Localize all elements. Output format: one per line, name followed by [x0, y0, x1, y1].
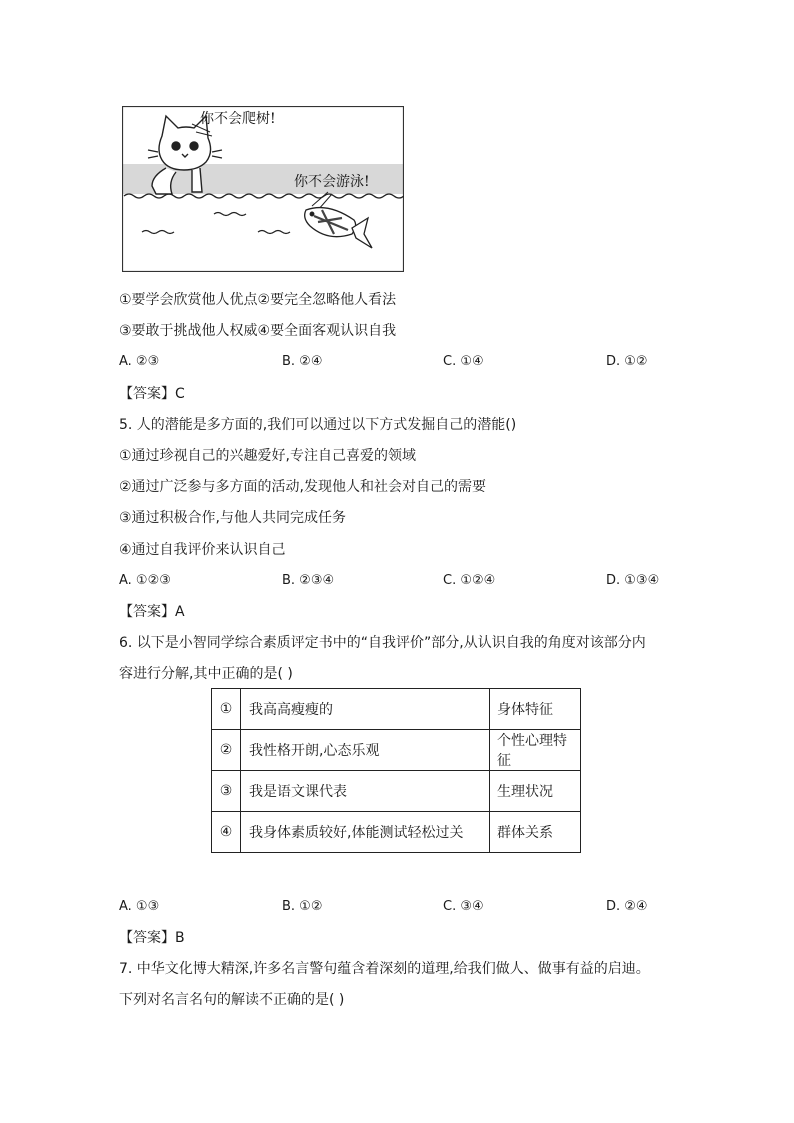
- q4-statement-line-2: ③要敢于挑战他人权威④要全面客观认识自我: [119, 323, 397, 339]
- q4-option-a: A. ②③: [119, 354, 160, 369]
- cat-fish-illustration: [122, 106, 404, 272]
- table-cell-category: 群体关系: [490, 812, 581, 853]
- q6-stem-line-2: 容进行分解,其中正确的是( ): [119, 666, 293, 682]
- table-cell-statement: 我身体素质较好,体能测试轻松过关: [241, 812, 490, 853]
- table-cell-statement: 我是语文课代表: [241, 771, 490, 812]
- table-cell-number: ②: [212, 730, 241, 771]
- q5-stem: 5. 人的潜能是多方面的,我们可以通过以下方式发掘自己的潜能(): [119, 417, 517, 433]
- q5-item-4: ④通过自我评价来认识自己: [119, 542, 286, 558]
- table-cell-statement: 我高高瘦瘦的: [241, 689, 490, 730]
- table-cell-category: 生理状况: [490, 771, 581, 812]
- q6-self-evaluation-table: [211, 688, 581, 853]
- table-cell-category: 个性心理特征: [490, 730, 581, 771]
- q5-item-2: ②通过广泛参与多方面的活动,发现他人和社会对自己的需要: [119, 479, 486, 495]
- q5-option-d: D. ①③④: [606, 573, 660, 588]
- q5-item-3: ③通过积极合作,与他人共同完成任务: [119, 510, 347, 526]
- q7-stem-line-1: 7. 中华文化博大精深,许多名言警句蕴含着深刻的道理,给我们做人、做事有益的启迪。: [119, 961, 650, 977]
- q5-item-1: ①通过珍视自己的兴趣爱好,专注自己喜爱的领域: [119, 448, 416, 464]
- q4-option-c: C. ①④: [443, 354, 484, 369]
- q4-answer: 【答案】C: [119, 386, 185, 402]
- table-row: [212, 689, 581, 730]
- table-cell-number: ③: [212, 771, 241, 812]
- table-row: [212, 771, 581, 812]
- q5-answer: 【答案】A: [119, 604, 185, 620]
- table-cell-number: ④: [212, 812, 241, 853]
- q4-option-b: B. ②④: [282, 354, 323, 369]
- q4-statement-line-1: ①要学会欣赏他人优点②要完全忽略他人看法: [119, 292, 397, 308]
- q4-option-d: D. ①②: [606, 354, 648, 369]
- q5-option-b: B. ②③④: [282, 573, 335, 588]
- q5-option-c: C. ①②④: [443, 573, 496, 588]
- q6-answer: 【答案】B: [119, 930, 185, 946]
- q6-option-a: A. ①③: [119, 899, 160, 914]
- fish-speech-text: 你不会游泳!: [294, 174, 370, 190]
- table-cell-number: ①: [212, 689, 241, 730]
- q7-stem-line-2: 下列对名言名句的解读不正确的是( ): [119, 992, 345, 1008]
- table-cell-category: 身体特征: [490, 689, 581, 730]
- table-cell-statement: 我性格开朗,心态乐观: [241, 730, 490, 771]
- q6-option-d: D. ②④: [606, 899, 648, 914]
- cat-speech-text: 你不会爬树!: [200, 111, 276, 127]
- q5-option-a: A. ①②③: [119, 573, 171, 588]
- table-row: [212, 812, 581, 853]
- q6-option-c: C. ③④: [443, 899, 484, 914]
- q6-option-b: B. ①②: [282, 899, 323, 914]
- q6-stem-line-1: 6. 以下是小智同学综合素质评定书中的“自我评价”部分,从认识自我的角度对该部分内: [119, 635, 646, 651]
- table-row: [212, 730, 581, 771]
